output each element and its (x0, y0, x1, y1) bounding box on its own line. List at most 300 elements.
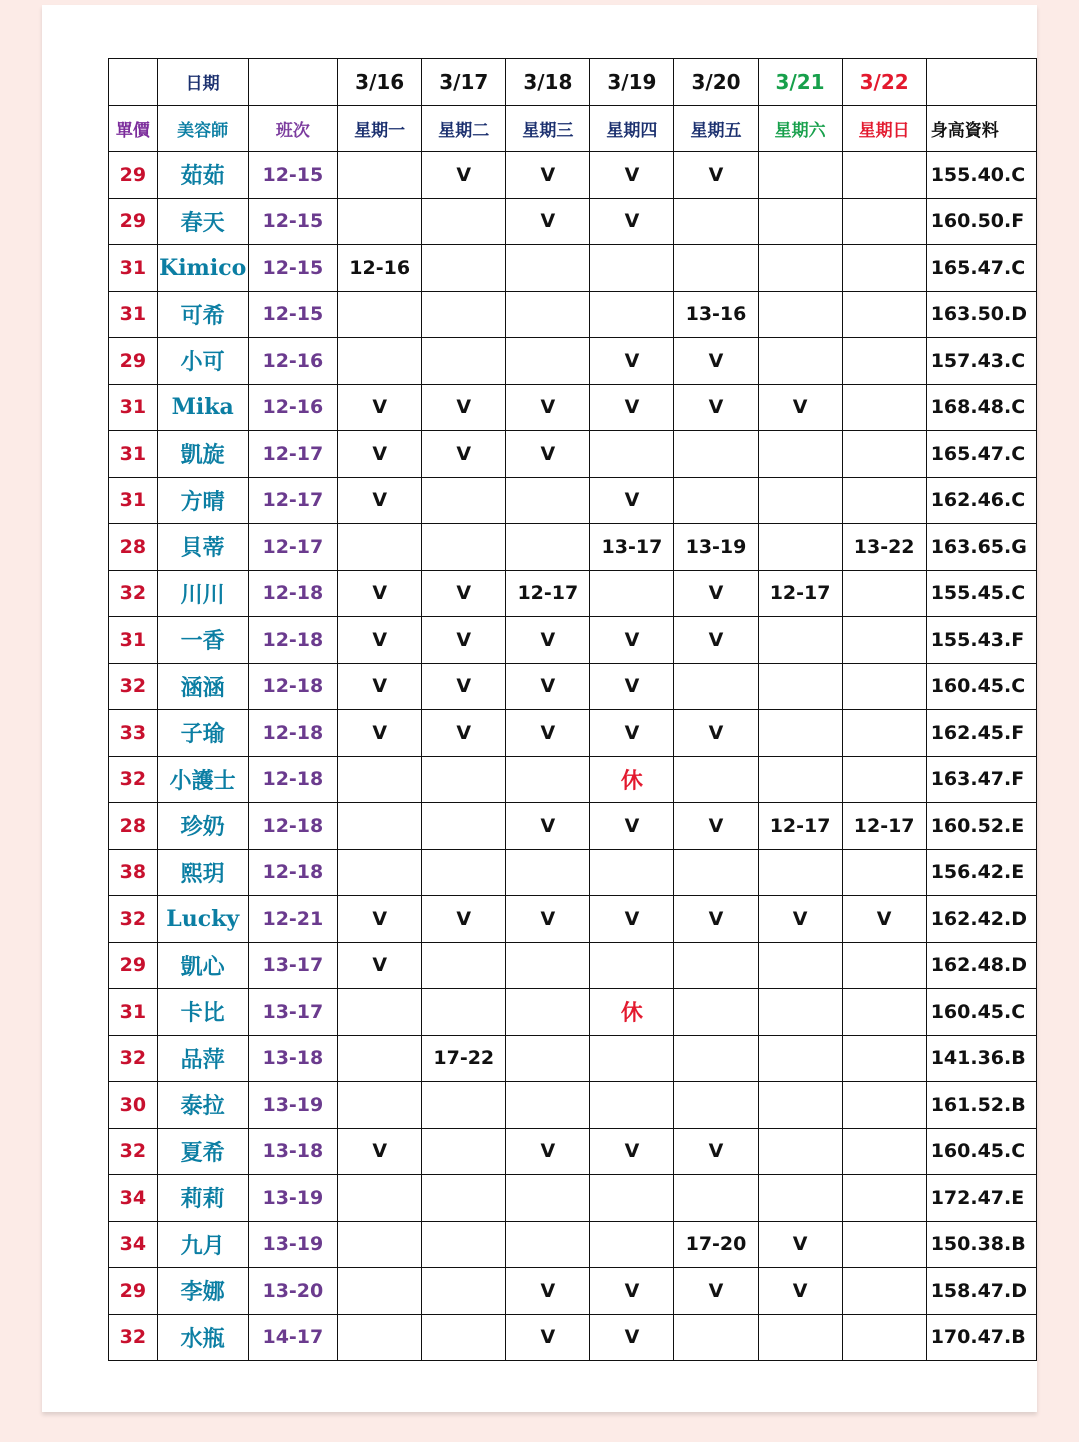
day-cell: V (590, 1268, 674, 1315)
height-data-cell: 163.47.F (926, 756, 1036, 803)
day-cell (506, 1175, 590, 1222)
day-cell (842, 1175, 926, 1222)
stylist-name-cell: 珍奶 (157, 803, 248, 850)
day-cell (758, 663, 842, 710)
price-cell: 32 (109, 1128, 158, 1175)
day-cell (590, 291, 674, 338)
day-cell (422, 1221, 506, 1268)
height-data-cell: 150.38.B (926, 1221, 1036, 1268)
day-cell (674, 663, 758, 710)
price-cell: 38 (109, 849, 158, 896)
day-cell: V (506, 663, 590, 710)
day-cell (590, 570, 674, 617)
day-cell (422, 849, 506, 896)
shift-cell: 13-17 (248, 942, 338, 989)
date-header: 3/20 (674, 59, 758, 106)
price-cell: 32 (109, 1035, 158, 1082)
height-data-cell: 163.50.D (926, 291, 1036, 338)
day-cell: V (338, 896, 422, 943)
shift-cell: 12-16 (248, 384, 338, 431)
shift-cell: 13-19 (248, 1175, 338, 1222)
stylist-name-cell: 川川 (157, 570, 248, 617)
day-cell (590, 1035, 674, 1082)
empty-cell (926, 59, 1036, 106)
day-cell (674, 477, 758, 524)
price-cell: 28 (109, 803, 158, 850)
day-cell: V (674, 384, 758, 431)
day-cell (842, 942, 926, 989)
day-cell (506, 1221, 590, 1268)
day-cell (506, 291, 590, 338)
day-cell (422, 1314, 506, 1361)
stylist-name-cell: 熙玥 (157, 849, 248, 896)
day-cell: V (674, 570, 758, 617)
stylist-name-cell: Mika (157, 384, 248, 431)
shift-cell: 12-18 (248, 849, 338, 896)
day-cell (674, 1175, 758, 1222)
day-cell: V (506, 1314, 590, 1361)
price-cell: 31 (109, 245, 158, 292)
shift-cell: 12-18 (248, 663, 338, 710)
day-cell: 12-16 (338, 245, 422, 292)
stylist-name-cell: 品萍 (157, 1035, 248, 1082)
schedule-table (108, 58, 1037, 1361)
day-cell (758, 477, 842, 524)
shift-cell: 12-15 (248, 198, 338, 245)
day-cell: V (338, 477, 422, 524)
day-cell: V (758, 1221, 842, 1268)
weekday-header: 星期三 (506, 105, 590, 152)
price-cell: 32 (109, 1314, 158, 1361)
stylist-name-cell: 莉莉 (157, 1175, 248, 1222)
table-row (109, 338, 1037, 385)
day-cell: V (422, 431, 506, 478)
day-cell: V (422, 617, 506, 664)
day-cell (338, 1268, 422, 1315)
day-cell: V (758, 896, 842, 943)
shift-cell: 12-17 (248, 477, 338, 524)
day-cell: V (422, 896, 506, 943)
height-data-cell: 141.36.B (926, 1035, 1036, 1082)
height-data-cell: 162.42.D (926, 896, 1036, 943)
date-header-row (109, 59, 1037, 106)
stylist-name-cell: Lucky (157, 896, 248, 943)
day-cell: 13-19 (674, 524, 758, 571)
day-cell: V (590, 896, 674, 943)
day-cell (674, 198, 758, 245)
stylist-name-cell: 凱旋 (157, 431, 248, 478)
height-data-cell: 160.45.C (926, 989, 1036, 1036)
day-cell (842, 849, 926, 896)
date-header: 3/19 (590, 59, 674, 106)
day-cell (422, 803, 506, 850)
day-cell (422, 1128, 506, 1175)
day-cell: V (506, 710, 590, 757)
stylist-name-cell: 春天 (157, 198, 248, 245)
weekday-header-row (109, 105, 1037, 152)
table-row (109, 710, 1037, 757)
day-cell (758, 617, 842, 664)
day-cell: V (590, 384, 674, 431)
day-cell (338, 524, 422, 571)
day-cell (422, 338, 506, 385)
day-cell (506, 524, 590, 571)
day-cell (506, 1035, 590, 1082)
day-cell (674, 756, 758, 803)
day-cell (842, 1128, 926, 1175)
price-cell: 32 (109, 896, 158, 943)
day-cell (338, 756, 422, 803)
table-row (109, 245, 1037, 292)
day-cell: V (590, 198, 674, 245)
height-data-cell: 157.43.C (926, 338, 1036, 385)
price-label: 單價 (109, 105, 158, 152)
stylist-name-cell: 子瑜 (157, 710, 248, 757)
day-cell: V (590, 1314, 674, 1361)
table-row (109, 524, 1037, 571)
day-cell (506, 849, 590, 896)
day-cell (338, 989, 422, 1036)
day-cell (590, 431, 674, 478)
day-cell (758, 431, 842, 478)
price-cell: 29 (109, 338, 158, 385)
day-cell (842, 1268, 926, 1315)
table-row (109, 989, 1037, 1036)
day-cell (842, 1221, 926, 1268)
empty-cell (109, 59, 158, 106)
day-cell (758, 1035, 842, 1082)
day-cell (758, 1175, 842, 1222)
day-cell (338, 198, 422, 245)
day-cell: 13-16 (674, 291, 758, 338)
day-cell (338, 291, 422, 338)
height-data-cell: 161.52.B (926, 1082, 1036, 1129)
day-cell (422, 1268, 506, 1315)
day-cell (758, 198, 842, 245)
day-cell (506, 989, 590, 1036)
day-cell: V (422, 663, 506, 710)
height-data-cell: 160.45.C (926, 663, 1036, 710)
day-cell (842, 1082, 926, 1129)
stylist-name-cell: 李娜 (157, 1268, 248, 1315)
day-cell: 休 (590, 989, 674, 1036)
day-cell: V (590, 152, 674, 199)
date-header: 3/18 (506, 59, 590, 106)
table-row (109, 1268, 1037, 1315)
table-row (109, 1128, 1037, 1175)
day-cell: V (758, 384, 842, 431)
day-cell (758, 152, 842, 199)
day-cell (842, 1035, 926, 1082)
height-data-cell: 155.43.F (926, 617, 1036, 664)
day-cell: V (338, 384, 422, 431)
height-data-cell: 162.48.D (926, 942, 1036, 989)
day-cell (842, 756, 926, 803)
day-cell (842, 617, 926, 664)
shift-cell: 12-18 (248, 756, 338, 803)
day-cell (758, 524, 842, 571)
day-cell: V (338, 617, 422, 664)
price-cell: 34 (109, 1175, 158, 1222)
day-cell (338, 1035, 422, 1082)
price-cell: 31 (109, 477, 158, 524)
day-cell (506, 477, 590, 524)
table-row (109, 849, 1037, 896)
price-cell: 29 (109, 198, 158, 245)
table-row (109, 477, 1037, 524)
height-data-cell: 158.47.D (926, 1268, 1036, 1315)
day-cell (758, 1082, 842, 1129)
shift-cell: 14-17 (248, 1314, 338, 1361)
stylist-name-cell: 小可 (157, 338, 248, 385)
price-cell: 32 (109, 663, 158, 710)
day-cell (842, 477, 926, 524)
weekday-header-saturday: 星期六 (758, 105, 842, 152)
day-cell (842, 338, 926, 385)
day-cell (674, 989, 758, 1036)
price-cell: 29 (109, 152, 158, 199)
day-cell (842, 710, 926, 757)
day-cell: V (590, 663, 674, 710)
stylist-name-cell: 九月 (157, 1221, 248, 1268)
date-header-saturday: 3/21 (758, 59, 842, 106)
height-label: 身高資料 (926, 105, 1036, 152)
stylist-name-cell: 方晴 (157, 477, 248, 524)
day-cell: V (674, 338, 758, 385)
table-row (109, 1082, 1037, 1129)
height-data-cell: 172.47.E (926, 1175, 1036, 1222)
day-cell (422, 942, 506, 989)
day-cell: V (590, 803, 674, 850)
day-cell: V (590, 617, 674, 664)
day-cell (422, 756, 506, 803)
day-cell: 17-20 (674, 1221, 758, 1268)
date-header: 3/16 (338, 59, 422, 106)
day-cell (674, 1314, 758, 1361)
day-cell (422, 291, 506, 338)
day-cell (674, 942, 758, 989)
day-cell: V (506, 803, 590, 850)
height-data-cell: 160.50.F (926, 198, 1036, 245)
price-cell: 30 (109, 1082, 158, 1129)
day-cell (590, 942, 674, 989)
day-cell (506, 756, 590, 803)
shift-cell: 12-15 (248, 245, 338, 292)
document-page (42, 5, 1037, 1412)
price-cell: 31 (109, 291, 158, 338)
height-data-cell: 155.45.C (926, 570, 1036, 617)
day-cell (338, 1175, 422, 1222)
day-cell: V (674, 710, 758, 757)
table-row (109, 1314, 1037, 1361)
day-cell (758, 338, 842, 385)
price-cell: 29 (109, 942, 158, 989)
weekday-header-sunday: 星期日 (842, 105, 926, 152)
price-cell: 31 (109, 989, 158, 1036)
shift-cell: 12-17 (248, 431, 338, 478)
day-cell (842, 1314, 926, 1361)
day-cell (506, 1082, 590, 1129)
price-cell: 33 (109, 710, 158, 757)
day-cell (590, 245, 674, 292)
height-data-cell: 156.42.E (926, 849, 1036, 896)
day-cell: V (590, 1128, 674, 1175)
day-cell: V (338, 1128, 422, 1175)
price-cell: 28 (109, 524, 158, 571)
day-cell: V (674, 1268, 758, 1315)
stylist-name-cell: 水瓶 (157, 1314, 248, 1361)
table-row (109, 756, 1037, 803)
day-cell: V (590, 477, 674, 524)
day-cell: V (674, 896, 758, 943)
day-cell: 12-17 (842, 803, 926, 850)
empty-cell (248, 59, 338, 106)
day-cell (842, 989, 926, 1036)
stylist-name-cell: 凱心 (157, 942, 248, 989)
day-cell (506, 338, 590, 385)
shift-cell: 13-17 (248, 989, 338, 1036)
day-cell: V (338, 570, 422, 617)
height-data-cell: 162.46.C (926, 477, 1036, 524)
day-cell (422, 198, 506, 245)
day-cell (422, 477, 506, 524)
day-cell (842, 663, 926, 710)
shift-cell: 13-18 (248, 1035, 338, 1082)
day-cell (842, 245, 926, 292)
height-data-cell: 160.52.E (926, 803, 1036, 850)
day-cell (758, 1128, 842, 1175)
shift-cell: 12-18 (248, 570, 338, 617)
stylist-name-cell: 貝蒂 (157, 524, 248, 571)
table-row (109, 291, 1037, 338)
day-cell: V (506, 896, 590, 943)
day-cell: V (590, 338, 674, 385)
height-data-cell: 165.47.C (926, 431, 1036, 478)
day-cell: V (338, 710, 422, 757)
shift-cell: 12-18 (248, 803, 338, 850)
day-cell: 12-17 (758, 570, 842, 617)
weekday-header: 星期五 (674, 105, 758, 152)
day-cell (422, 1175, 506, 1222)
date-label: 日期 (157, 59, 248, 106)
day-cell (758, 1314, 842, 1361)
weekday-header: 星期二 (422, 105, 506, 152)
height-data-cell: 162.45.F (926, 710, 1036, 757)
day-cell (338, 803, 422, 850)
day-cell: V (506, 152, 590, 199)
day-cell (422, 245, 506, 292)
stylist-name-cell: 泰拉 (157, 1082, 248, 1129)
day-cell (338, 152, 422, 199)
price-cell: 32 (109, 756, 158, 803)
day-cell (674, 1035, 758, 1082)
day-cell (842, 198, 926, 245)
day-cell (338, 338, 422, 385)
day-cell (758, 756, 842, 803)
day-cell: 17-22 (422, 1035, 506, 1082)
stylist-name-cell: Kimico (157, 245, 248, 292)
shift-cell: 12-21 (248, 896, 338, 943)
date-header-sunday: 3/22 (842, 59, 926, 106)
price-cell: 31 (109, 384, 158, 431)
weekday-header: 星期四 (590, 105, 674, 152)
day-cell: V (506, 431, 590, 478)
table-row (109, 152, 1037, 199)
weekday-header: 星期一 (338, 105, 422, 152)
day-cell (758, 942, 842, 989)
day-cell: V (506, 617, 590, 664)
shift-cell: 13-18 (248, 1128, 338, 1175)
day-cell: 12-17 (758, 803, 842, 850)
stylist-name-cell: 夏希 (157, 1128, 248, 1175)
table-row (109, 1035, 1037, 1082)
shift-cell: 13-19 (248, 1082, 338, 1129)
height-data-cell: 160.45.C (926, 1128, 1036, 1175)
day-cell: 13-22 (842, 524, 926, 571)
price-cell: 32 (109, 570, 158, 617)
shift-cell: 12-18 (248, 710, 338, 757)
day-cell: V (842, 896, 926, 943)
day-cell (590, 1221, 674, 1268)
day-cell: V (674, 803, 758, 850)
day-cell (506, 245, 590, 292)
shift-cell: 12-16 (248, 338, 338, 385)
date-header: 3/17 (422, 59, 506, 106)
day-cell: V (590, 710, 674, 757)
height-data-cell: 155.40.C (926, 152, 1036, 199)
day-cell (758, 245, 842, 292)
day-cell: V (674, 1128, 758, 1175)
table-row (109, 198, 1037, 245)
day-cell (338, 849, 422, 896)
day-cell (842, 291, 926, 338)
day-cell (674, 849, 758, 896)
day-cell (758, 849, 842, 896)
table-row (109, 803, 1037, 850)
table-row (109, 1175, 1037, 1222)
day-cell: 12-17 (506, 570, 590, 617)
table-row (109, 431, 1037, 478)
table-row (109, 1221, 1037, 1268)
day-cell (422, 1082, 506, 1129)
table-row (109, 384, 1037, 431)
day-cell (842, 384, 926, 431)
table-row (109, 896, 1037, 943)
day-cell: V (506, 384, 590, 431)
shift-cell: 12-17 (248, 524, 338, 571)
day-cell (422, 989, 506, 1036)
height-data-cell: 165.47.C (926, 245, 1036, 292)
day-cell: V (338, 431, 422, 478)
stylist-name-cell: 茹茹 (157, 152, 248, 199)
day-cell (674, 431, 758, 478)
price-cell: 31 (109, 431, 158, 478)
day-cell (590, 1082, 674, 1129)
day-cell: V (422, 384, 506, 431)
day-cell (422, 524, 506, 571)
day-cell (842, 431, 926, 478)
day-cell (758, 291, 842, 338)
day-cell: 13-17 (590, 524, 674, 571)
day-cell: V (506, 198, 590, 245)
day-cell: V (506, 1128, 590, 1175)
stylist-name-cell: 卡比 (157, 989, 248, 1036)
day-cell (674, 245, 758, 292)
day-cell: V (422, 152, 506, 199)
day-cell (590, 1175, 674, 1222)
price-cell: 29 (109, 1268, 158, 1315)
height-data-cell: 170.47.B (926, 1314, 1036, 1361)
